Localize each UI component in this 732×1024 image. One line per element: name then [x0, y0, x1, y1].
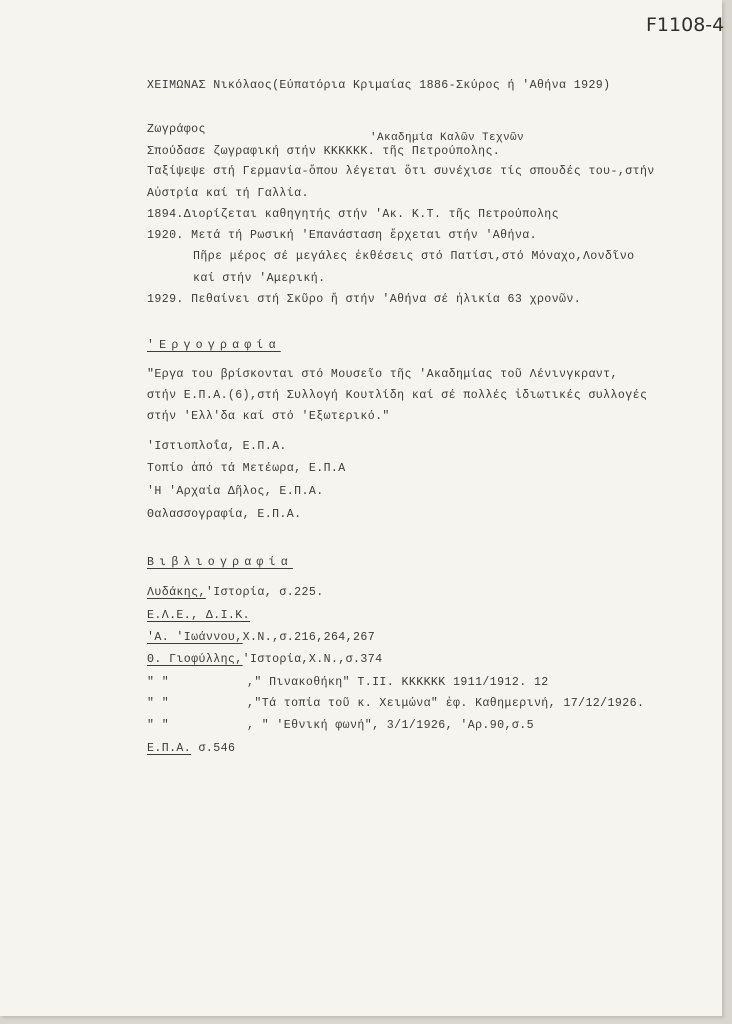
bibliography-author: Λυδάκης, [147, 586, 206, 599]
bio-line: 1920. Μετά τή Ρωσική 'Επανάσταση ἔρχεται στήν 'Αθήνα. [147, 229, 537, 242]
works-item: Τοπίο ἀπό τά Μετέωρα, Ε.Π.Α [147, 462, 346, 475]
bibliography-ditto: " " [147, 697, 170, 710]
works-item: 'Η 'Αρχαία Δῆλος, Ε.Π.Α. [147, 485, 324, 498]
bibliography-author: 'Α. 'Ιωάννου, [147, 631, 243, 644]
works-heading: 'Εργογραφία [147, 339, 281, 352]
works-item: Θαλασσογραφία, Ε.Π.Α. [147, 508, 302, 521]
archive-reference: F1108-4 [646, 14, 725, 36]
bibliography-entry [147, 719, 534, 732]
works-quote-line: στήν 'Ελλ'δα καί στό 'Εξωτερικό." [147, 410, 390, 423]
bibliography-text: Χ.Ν.,σ.216,264,267 [242, 631, 376, 644]
bibliography-text: σ.546 [198, 742, 236, 755]
bibliography-entry [147, 586, 324, 599]
bibliography-entry [147, 609, 250, 622]
bibliography-text: ," Πινακοθήκη" Τ.ΙΙ. ΚΚΚΚΚΚ 1911/1912. 12 [247, 676, 549, 689]
bio-profession: Ζωγράφος [147, 123, 206, 136]
document-header: ΧΕΙΜΩΝΑΣ Νικόλαος(Εύπατόρια Κριμαίας 1886-Σκύρος ή 'Αθήνα 1929) [147, 79, 611, 92]
bio-line: καί στήν 'Αμερική. [193, 272, 326, 285]
bibliography-entry [147, 676, 549, 689]
bibliography-heading: Βιβλιογραφία [147, 556, 293, 569]
bibliography-text: 'Ιστορία,Χ.Ν.,σ.374 [242, 653, 383, 666]
bibliography-author: Ε.Λ.Ε., Δ.Ι.Κ. [147, 609, 251, 622]
bibliography-author: Θ. Γιοφύλλης, [147, 653, 243, 666]
bibliography-entry [147, 742, 235, 755]
works-item: 'Ιστιοπλοΐα, Ε.Π.Α. [147, 440, 287, 453]
bio-line: Αὐστρία καί τή Γαλλία. [147, 187, 309, 200]
bio-line: Πῆρε μέρος σέ μεγάλες ἐκθέσεις στό Πατίσι,στό Μόναχο,Λονδῖνο [193, 250, 635, 263]
works-quote-line: "Εργα του βρίσκονται στό Μουσεῖο τῆς 'Ακαδημίας τοῦ Λένινγκραντ, [147, 368, 618, 381]
bibliography-entry [147, 631, 375, 644]
bibliography-ditto: " " [147, 676, 170, 689]
bibliography-text: ,"Τά τοπία τοῦ κ. Χειμώνα" ἐφ. Καθημερινή, 17/12/1926. [247, 697, 645, 710]
bibliography-author: Ε.Π.Α. [147, 742, 192, 755]
bibliography-text: , " 'Εθνική φωνή", 3/1/1926, 'Αρ.90,σ.5 [247, 719, 534, 732]
bio-line: 1929. Πεθαίνει στή Σκῦρο ἤ στήν 'Αθήνα σέ ἡλικία 63 χρονῶν. [147, 293, 582, 306]
bibliography-entry [147, 697, 644, 710]
overtyped-correction: 'Ακαδημία Καλῶν Τεχνῶν [370, 132, 525, 144]
bio-line: Σπούδασε ζωγραφική στήν ΚΚΚΚΚΚ. τῆς Πετρούπολης. [147, 145, 501, 158]
bibliography-text: 'Ιστορία, σ.225. [205, 586, 324, 599]
works-quote-line: στήν Ε.Π.Α.(6),στή Συλλογή Κουτλίδη καί σέ πολλές ἰδιωτικές συλλογές [147, 389, 648, 402]
bio-line: Ταξίψεψε στή Γερμανία-ὅπου λέγεται ὅτι συνέχισε τίς σπουδές του-,στήν [147, 165, 655, 178]
bio-line: 1894.Διορίζεται καθηγητής στήν 'Ακ. Κ.Τ. τῆς Πετρούπολης [147, 208, 560, 221]
bibliography-entry [147, 653, 382, 666]
bibliography-ditto: " " [147, 719, 170, 732]
